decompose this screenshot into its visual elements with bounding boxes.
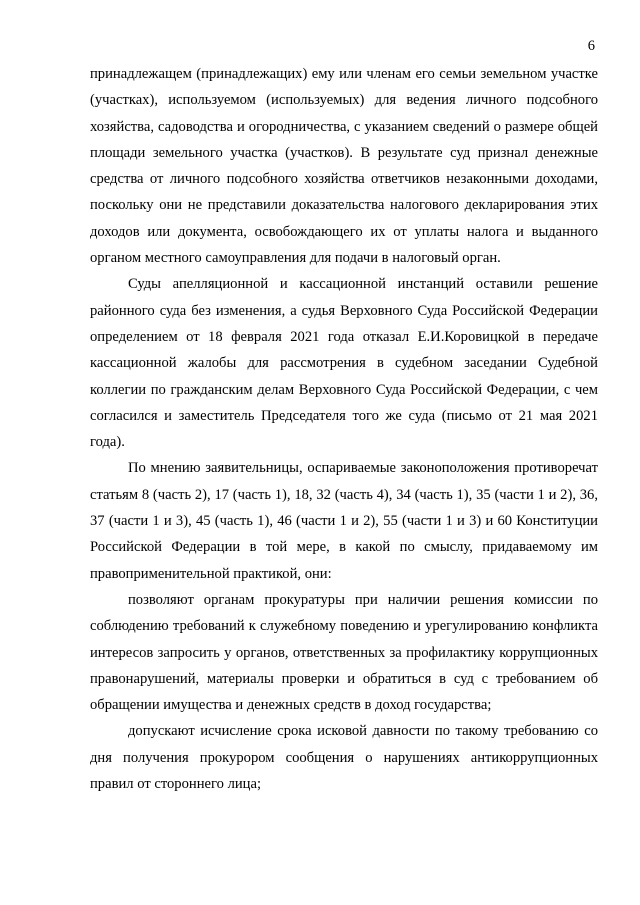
page-number: 6 <box>587 38 595 54</box>
document-body <box>90 61 598 797</box>
paragraph-continuation: принадлежащем (принадлежащих) ему или членам его семьи земельном участке (участках), используемом (используемых) для ведения личного подсобного хозяйства, садоводства и огородничества, с указанием сведений о размере общей площади земельного участка (участков). В результате суд признал денежные средства от личного подсобного хозяйства ответчиков незаконными доходами, поскольку они не представили доказательства налогового декларирования этих доходов или документа, освобождающего их от уплаты налога и выданного органом местного самоуправления для подачи в налоговый орган. <box>90 66 598 267</box>
paragraph-prosecutor-powers: позволяют органам прокуратуры при наличии решения комиссии по соблюдению требований к служебному поведению и урегулированию конфликта интересов запросить у органов, ответственных за профилактику коррупционных правонарушений, материалы проверки и обратиться в суд с требованием об обращении имущества и денежных средств в доход государства; <box>90 591 598 714</box>
paragraph-limitation-period: допускают исчисление срока исковой давности по такому требованию со дня получения прокурором сообщения о нарушениях антикоррупционных правил от стороннего лица; <box>90 723 598 793</box>
paragraph-applicant-opinion: По мнению заявительницы, оспариваемые законоположения противоречат статьям 8 (часть 2), 17 (часть 1), 18, 32 (часть 4), 34 (часть 1), 35 (части 1 и 2), 36, 37 (части 1 и 3), 45 (часть 1), 46 (части 1 и 2), 55 (части 1 и 3) и 60 Конституции Российской Федерации в той мере, в какой по смыслу, придаваемому им правоприменительной практикой, они: <box>90 460 598 582</box>
paragraph-appeal-courts: Суды апелляционной и кассационной инстанций оставили решение районного суда без изменения, а судья Верховного Суда Российской Федерации определением от 18 февраля 2021 года отказал Е.И.Коровицкой в передаче кассационной жалобы для рассмотрения в судебном заседании Судебной коллегии по гражданским делам Верховного Суда Российской Федерации, с чем согласился и заместитель Председателя того же суда (письмо от 21 мая 2021 года). <box>90 276 598 451</box>
